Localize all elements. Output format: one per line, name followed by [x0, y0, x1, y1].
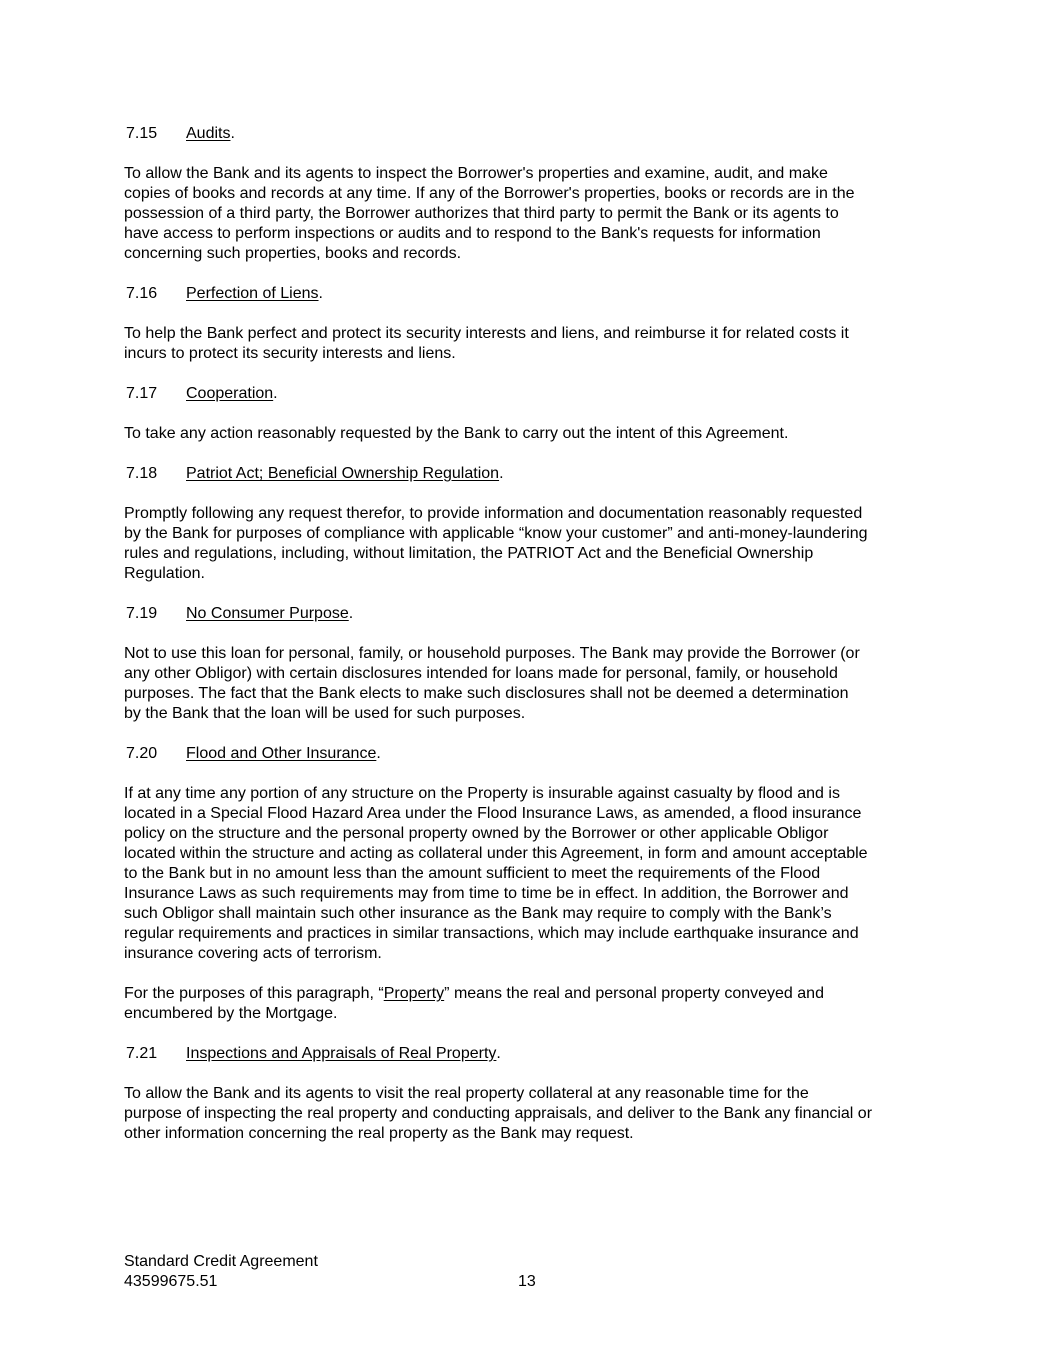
section-heading-7-18: 7.18 Patriot Act; Beneficial Ownership Regulation .: [126, 465, 504, 482]
section-title: Cooperation: [186, 385, 274, 402]
section-title: Inspections and Appraisals of Real Property: [186, 1045, 497, 1062]
paragraph-line: rules and regulations, including, without limitation, the PATRIOT Act and the Beneficial Ownership: [124, 545, 814, 562]
definition-suffix: ” means the real and personal property conveyed and: [444, 985, 824, 1002]
section-heading-7-17: 7.17 Cooperation .: [126, 385, 278, 402]
section-heading-7-21: 7.21 Inspections and Appraisals of Real Property .: [126, 1045, 501, 1062]
paragraph-line: [124, 984, 939, 1004]
section-number: 7.15: [126, 125, 158, 142]
paragraph-line: regular requirements and practices in similar transactions, which may include earthquake insurance and: [124, 925, 859, 942]
paragraph-line: Promptly following any request therefor, to provide information and documentation reasonably requested: [124, 505, 863, 522]
paragraph-line: incurs to protect its security interests and liens.: [124, 345, 456, 362]
section-title: Patriot Act; Beneficial Ownership Regulation: [186, 465, 500, 482]
paragraph-line: to the Bank but in no amount less than the amount sufficient to meet the requirements of the Flood: [124, 865, 821, 882]
page-footer: [124, 1252, 318, 1292]
section-paragraph-7-19: [124, 644, 939, 724]
paragraph-line: policy on the structure and the personal property owned by the Borrower or other applicable Obligor: [124, 825, 829, 842]
paragraph-line: Insurance Laws as such requirements may from time to time be in effect. In addition, the Borrower and: [124, 885, 849, 902]
section-number: 7.17: [126, 385, 158, 402]
paragraph-line: other information concerning the real property as the Bank may request.: [124, 1125, 634, 1142]
section-paragraph-7-21: [124, 1084, 939, 1144]
section-number: 7.20: [126, 745, 158, 762]
footer-document-title: Standard Credit Agreement: [124, 1253, 318, 1270]
section-heading-7-16: 7.16 Perfection of Liens .: [126, 285, 323, 302]
paragraph-line: copies of books and records at any time. If any of the Borrower's properties, books or records are in the: [124, 185, 855, 202]
section-number: 7.21: [126, 1045, 158, 1062]
paragraph-line: insurance covering acts of terrorism.: [124, 945, 382, 962]
section-heading-7-15: 7.15 Audits .: [126, 125, 235, 142]
section-paragraph-7-20: [124, 784, 939, 964]
section-number: 7.16: [126, 285, 158, 302]
section-title: Perfection of Liens: [186, 285, 319, 302]
paragraph-line: have access to perform inspections or audits and to respond to the Bank's requests for information: [124, 225, 821, 242]
section-paragraph-7-17: [124, 424, 939, 444]
defined-term-property: Property: [383, 985, 445, 1002]
section-title: Flood and Other Insurance: [186, 745, 377, 762]
section-paragraph-7-18: [124, 504, 939, 584]
section-number: 7.19: [126, 605, 158, 622]
document-body: [124, 124, 939, 1164]
page-number: 13: [518, 1273, 536, 1290]
paragraph-line: To take any action reasonably requested by the Bank to carry out the intent of this Agreement.: [124, 425, 789, 442]
paragraph-line: concerning such properties, books and records.: [124, 245, 462, 262]
paragraph-line: Not to use this loan for personal, family, or household purposes. The Bank may provide the Borrower (or: [124, 645, 860, 662]
section-heading-7-20: 7.20 Flood and Other Insurance .: [126, 745, 381, 762]
paragraph-line: encumbered by the Mortgage.: [124, 1005, 338, 1022]
section-paragraph-7-15: [124, 164, 939, 264]
section-title: Audits: [186, 125, 231, 142]
paragraph-line: by the Bank that the loan will be used for such purposes.: [124, 705, 526, 722]
section-number: 7.18: [126, 465, 158, 482]
paragraph-line: any other Obligor) with certain disclosures intended for loans made for personal, family, or household: [124, 665, 838, 682]
paragraph-line: located in a Special Flood Hazard Area under the Flood Insurance Laws, as amended, a flood insurance: [124, 805, 862, 822]
paragraph-line: purpose of inspecting the real property and conducting appraisals, and deliver to the Bank any financial or: [124, 1105, 873, 1122]
footer-document-id: 43599675.51: [124, 1273, 218, 1290]
paragraph-line: by the Bank for purposes of compliance with applicable “know your customer” and anti-money-laundering: [124, 525, 868, 542]
paragraph-line: possession of a third party, the Borrower authorizes that third party to permit the Bank or its agents to: [124, 205, 839, 222]
section-title: No Consumer Purpose: [186, 605, 349, 622]
paragraph-line: To allow the Bank and its agents to visit the real property collateral at any reasonable time for the: [124, 1085, 809, 1102]
section-heading-7-19: 7.19 No Consumer Purpose .: [126, 605, 354, 622]
definition-prefix: For the purposes of this paragraph, “: [124, 985, 384, 1002]
paragraph-line: To help the Bank perfect and protect its security interests and liens, and reimburse it for related costs it: [124, 325, 849, 342]
property-definition-paragraph: [124, 984, 939, 1024]
paragraph-line: Regulation.: [124, 565, 205, 582]
paragraph-line: located within the structure and acting as collateral under this Agreement, in form and amount acceptable: [124, 845, 868, 862]
paragraph-line: such Obligor shall maintain such other insurance as the Bank may require to comply with the Bank’s: [124, 905, 832, 922]
paragraph-line: purposes. The fact that the Bank elects to make such disclosures shall not be deemed a determination: [124, 685, 849, 702]
paragraph-line: To allow the Bank and its agents to inspect the Borrower's properties and examine, audit, and make: [124, 165, 828, 182]
paragraph-line: If at any time any portion of any structure on the Property is insurable against casualty by flood and is: [124, 785, 840, 802]
section-paragraph-7-16: [124, 324, 939, 364]
